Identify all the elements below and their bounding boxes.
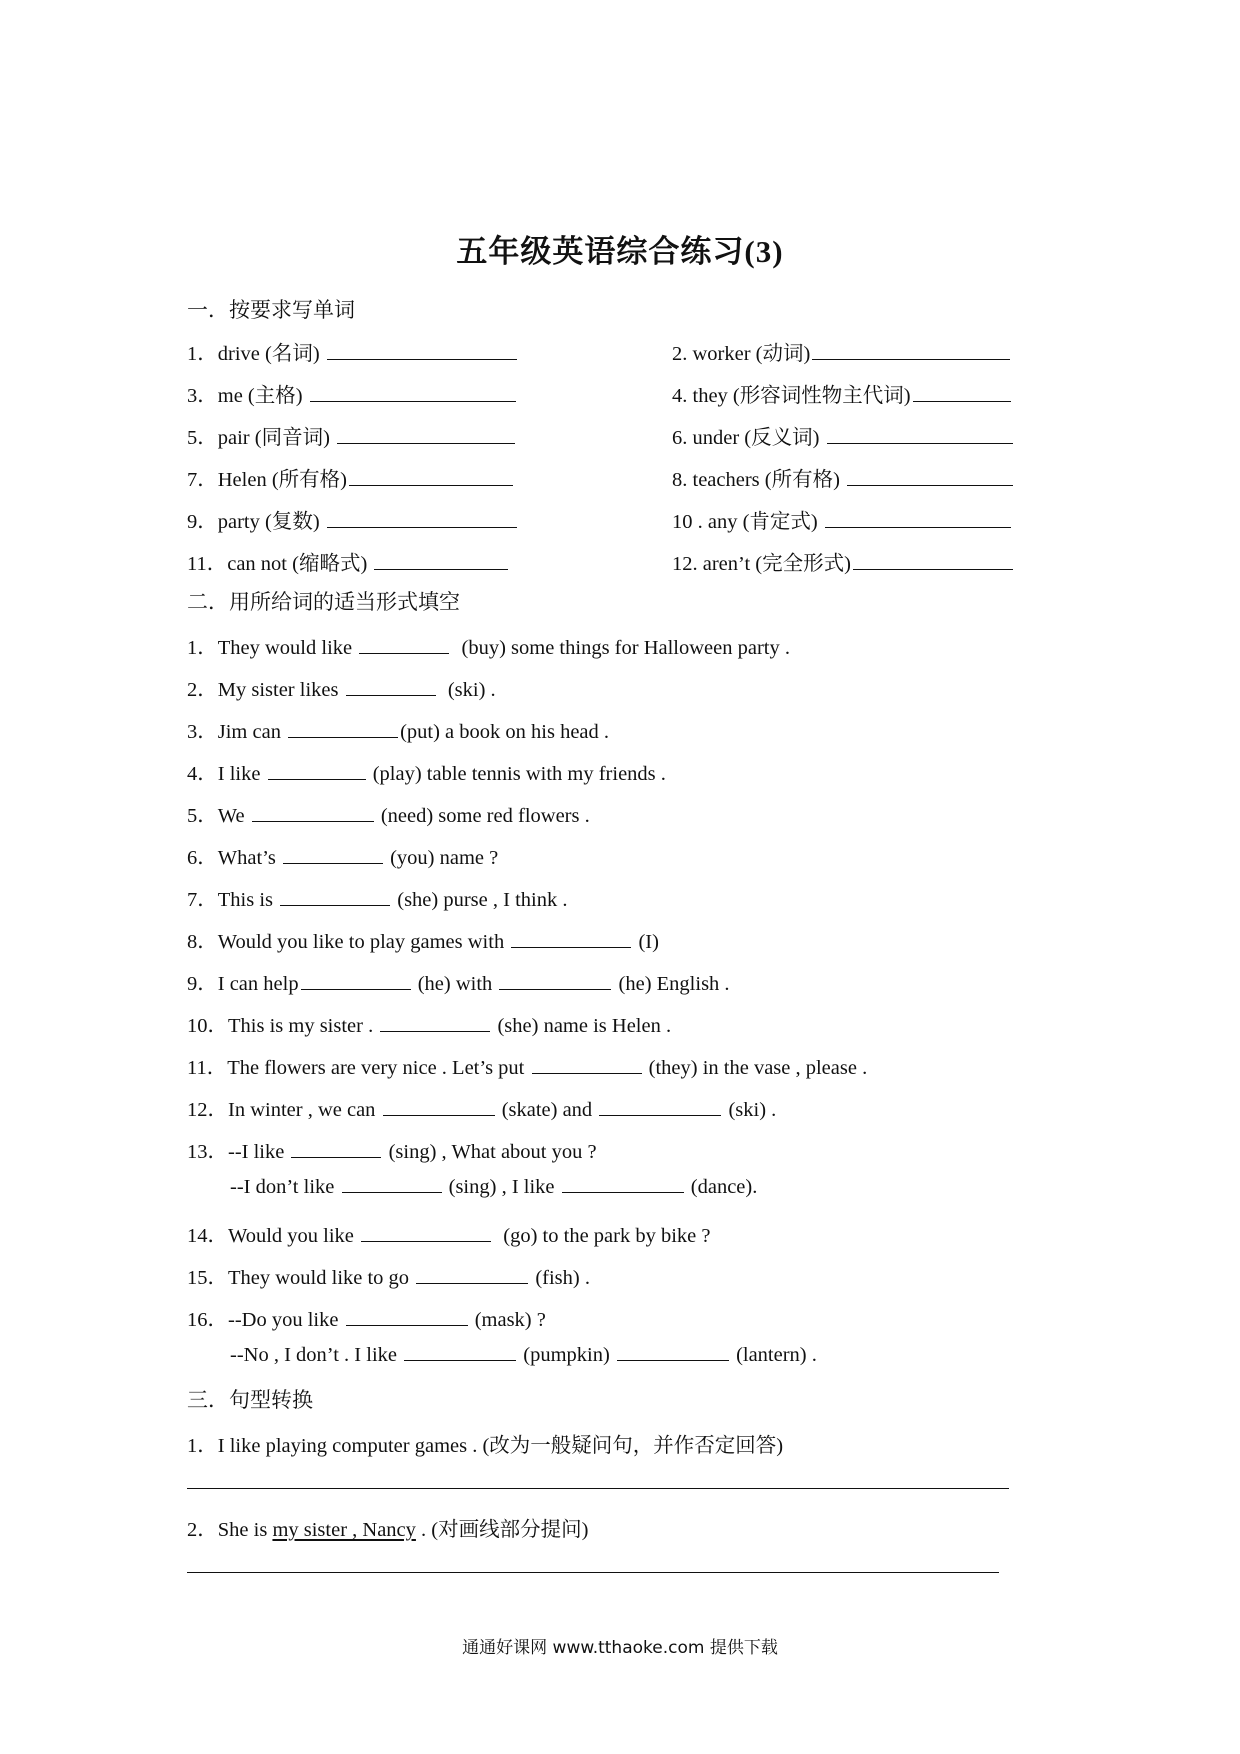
fill-item-13a: 13．--I like (sing) , What about you ? [187,1141,597,1163]
word-item-9: 9．party (复数) [187,504,519,534]
underlined-phrase: my sister , Nancy [272,1519,416,1541]
fill-item-16b: --No , I don’t . I like (pumpkin) (lantern) . [230,1344,817,1366]
section-heading-2: 二．用所给词的适当形式填空 [187,590,460,614]
fill-item-6: 6．What’s (you) name ? [187,847,499,869]
fill-item-11: 11．The flowers are very nice . Let’s put (they) in the vase , please . [187,1057,868,1079]
fill-item-10: 10．This is my sister . (she) name is Helen . [187,1015,672,1037]
fill-item-15: 15．They would like to go (fish) . [187,1267,590,1289]
word-item-3: 3．me (主格) [187,378,518,408]
word-item-1: 1．drive (名词) [187,336,519,366]
fill-item-4: 4．I like (play) table tennis with my friends . [187,763,666,785]
word-item-7: 7．Helen (所有格) [187,462,515,492]
word-item-11: 11．can not (缩略式) [187,546,510,576]
fill-item-16a: 16．--Do you like (mask) ? [187,1309,546,1331]
fill-item-3: 3．Jim can (put) a book on his head . [187,721,610,743]
fill-item-9: 9．I can help (he) with (he) English . [187,973,730,995]
fill-item-2: 2．My sister likes (ski) . [187,679,496,701]
word-item-6: 6. under (反义词) [672,420,1015,450]
fill-item-14: 14．Would you like (go) to the park by bike ? [187,1225,711,1247]
word-item-5: 5．pair (同音词) [187,420,517,450]
word-item-4: 4. they (形容词性物主代词) [672,378,1013,408]
word-item-2: 2. worker (动词) [672,336,1012,366]
transform-item-2: 2．She is my sister , Nancy . (对画线部分提问) [187,1519,589,1541]
section-heading-3: 三．句型转换 [187,1388,313,1412]
fill-item-1: 1．They would like (buy) some things for Halloween party . [187,637,790,659]
word-item-10: 10 . any (肯定式) [672,504,1013,534]
word-item-12: 12. aren’t (完全形式) [672,546,1015,576]
page-title: 五年级英语综合练习(3) [456,234,784,269]
fill-item-5: 5．We (need) some red flowers . [187,805,590,827]
footer-credit: 通通好课网 www.tthaoke.com 提供下载 [462,1638,778,1658]
fill-item-12: 12．In winter , we can (skate) and (ski) . [187,1099,777,1121]
fill-item-8: 8．Would you like to play games with (I) [187,931,659,953]
answer-line-1 [187,1488,1009,1489]
fill-item-13b: --I don’t like (sing) , I like (dance). [230,1176,758,1198]
answer-line-2 [187,1572,999,1573]
transform-item-1: 1．I like playing computer games . (改为一般疑问句，并作否定回答) [187,1435,784,1457]
section-heading-1: 一．按要求写单词 [187,298,355,322]
word-item-8: 8. teachers (所有格) [672,462,1015,492]
fill-item-7: 7．This is (she) purse , I think . [187,889,568,911]
